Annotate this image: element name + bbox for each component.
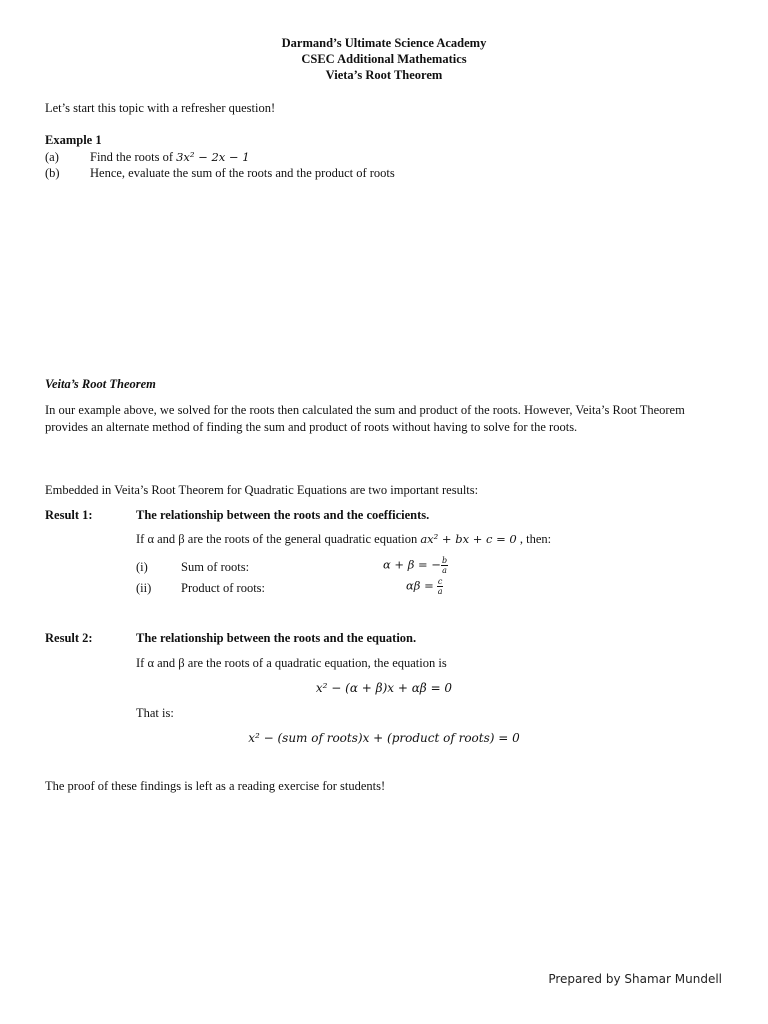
product-lhs: αβ = <box>406 578 434 593</box>
product-numerator: c <box>437 577 443 586</box>
example-b-label: (b) <box>45 166 60 180</box>
example-a-question <box>90 150 250 165</box>
sum-fraction <box>441 556 448 575</box>
result2-label: Result 2: <box>45 631 93 645</box>
result2-equation-2: x² − (sum of roots)x + (product of roots) = 0 <box>248 731 520 745</box>
sum-lhs: α + β = − <box>383 557 441 572</box>
footer-author: Prepared by Shamar Mundell <box>548 972 722 986</box>
result1-statement <box>136 532 551 547</box>
product-of-roots-formula <box>406 577 443 596</box>
sum-of-roots-formula <box>383 556 448 575</box>
result1-i-text: Sum of roots: <box>181 560 250 574</box>
example-a-math: 3x² − 2x − 1 <box>176 150 250 164</box>
closing-text: The proof of these findings is left as a reading exercise for students! <box>45 779 386 793</box>
result1-ii-label: (ii) <box>136 581 152 595</box>
result2-that-is: That is: <box>136 706 174 720</box>
example-title: Example 1 <box>45 133 102 147</box>
section-paragraph: In our example above, we solved for the roots then calculated the sum and product of the roots. However, Veita’s Root Theorem provides an alternate method of finding the sum and product of roots without having to solve for the roots. <box>45 403 685 434</box>
result1-if-text: If α and β are the roots of the general quadratic equation <box>136 532 418 546</box>
section-title: Veita’s Root Theorem <box>45 377 156 391</box>
sum-denominator: a <box>442 566 447 575</box>
header-line-3: Vieta’s Root Theorem <box>325 68 443 82</box>
result1-ii-text: Product of roots: <box>181 581 266 595</box>
header-line-1: Darmand’s Ultimate Science Academy <box>281 36 487 50</box>
example-b-text: Hence, evaluate the sum of the roots and the product of roots <box>90 166 395 180</box>
result1-title: The relationship between the roots and the coefficients. <box>136 508 430 522</box>
embedded-intro: Embedded in Veita’s Root Theorem for Quadratic Equations are two important results: <box>45 483 479 497</box>
product-denominator: a <box>437 587 443 596</box>
sum-numerator: b <box>441 556 448 565</box>
header-line-2: CSEC Additional Mathematics <box>301 52 467 66</box>
result2-title: The relationship between the roots and the equation. <box>136 631 417 645</box>
result1-i-label: (i) <box>136 560 148 574</box>
result1-then: , then: <box>519 532 552 546</box>
product-fraction <box>437 577 443 596</box>
example-a-label: (a) <box>45 150 59 164</box>
result1-label: Result 1: <box>45 508 93 522</box>
result1-equation: ax² + bx + c = 0 <box>420 532 517 546</box>
result2-if-text: If α and β are the roots of a quadratic equation, the equation is <box>136 656 447 670</box>
example-a-text: Find the roots of <box>90 150 173 164</box>
result2-equation-1: x² − (α + β)x + αβ = 0 <box>315 681 453 695</box>
intro-text: Let’s start this topic with a refresher question! <box>45 101 276 115</box>
